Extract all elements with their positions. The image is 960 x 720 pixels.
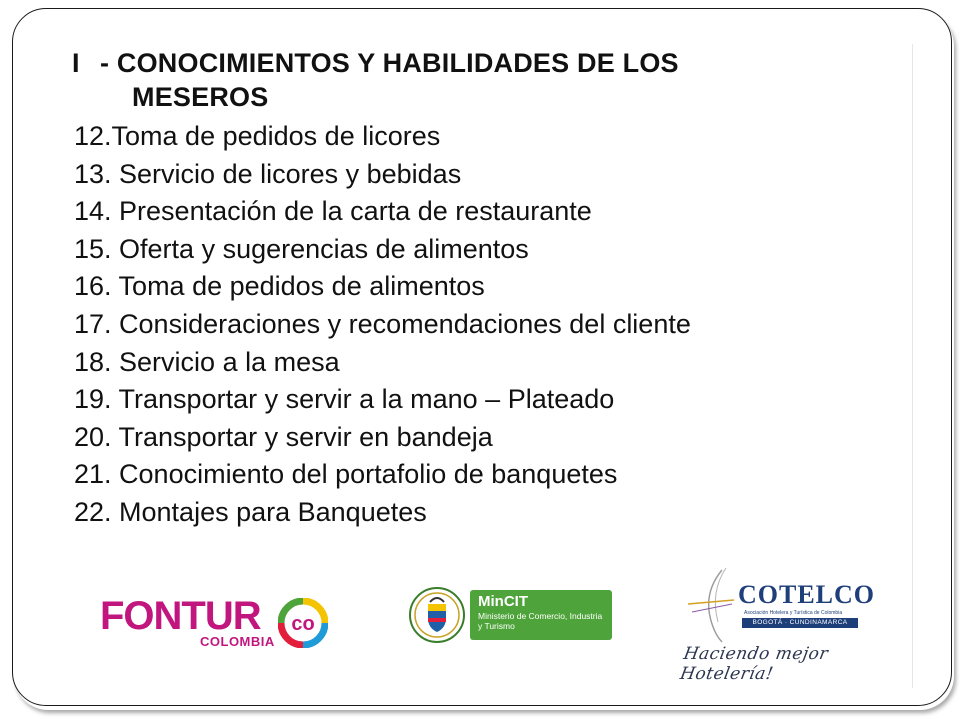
cotelco-tagline: Asociación Hotelera y Turística de Colombia xyxy=(744,610,843,616)
list-item: 18. Servicio a la mesa xyxy=(74,346,340,377)
cotelco-wordmark: COTELCO xyxy=(738,580,876,609)
cotelco-slogan: Haciendo mejor Hotelería! xyxy=(678,644,830,684)
list-item: 15. Oferta y sugerencias de alimentos xyxy=(74,233,529,264)
colombia-shield-icon xyxy=(408,586,466,644)
heading-prefix: I xyxy=(72,48,80,78)
colombia-co-icon xyxy=(278,598,328,648)
list-item: 22. Montajes para Banquetes xyxy=(74,496,427,527)
mincit-title: MinCIT xyxy=(478,593,528,610)
cotelco-logo xyxy=(678,564,892,684)
fontur-subtitle: COLOMBIA xyxy=(200,634,275,649)
heading-line-1: - CONOCIMIENTOS Y HABILIDADES DE LOS xyxy=(100,48,679,78)
fontur-wordmark: FONTUR xyxy=(100,594,261,638)
mincit-subtitle: Ministerio de Comercio, Industria y Turismo xyxy=(478,611,603,631)
list-item: 21. Conocimiento del portafolio de banquetes xyxy=(74,459,618,490)
mincit-badge xyxy=(470,590,612,640)
item-list xyxy=(74,118,691,532)
list-item: 14. Presentación de la carta de restaurante xyxy=(74,196,592,227)
list-item: 12.Toma de pedidos de licores xyxy=(74,121,441,151)
slide-heading xyxy=(72,46,679,114)
heading-line-2: MESEROS xyxy=(132,82,269,112)
cotelco-swoosh-icon xyxy=(682,564,742,644)
list-item: 16. Toma de pedidos de alimentos xyxy=(74,271,485,302)
logo-strip xyxy=(64,556,912,686)
mincit-logo xyxy=(408,586,618,644)
list-item: 13. Servicio de licores y bebidas xyxy=(74,158,462,189)
co-mark-text: co xyxy=(291,613,315,635)
list-item: 20. Transportar y servir en bandeja xyxy=(74,421,493,452)
list-item: 17. Consideraciones y recomendaciones del cliente xyxy=(74,308,691,339)
cotelco-region-band: BOGOTÁ · CUNDINAMARCA xyxy=(742,618,858,628)
fontur-logo xyxy=(100,594,340,654)
list-item: 19. Transportar y servir a la mano – Plateado xyxy=(74,384,615,415)
